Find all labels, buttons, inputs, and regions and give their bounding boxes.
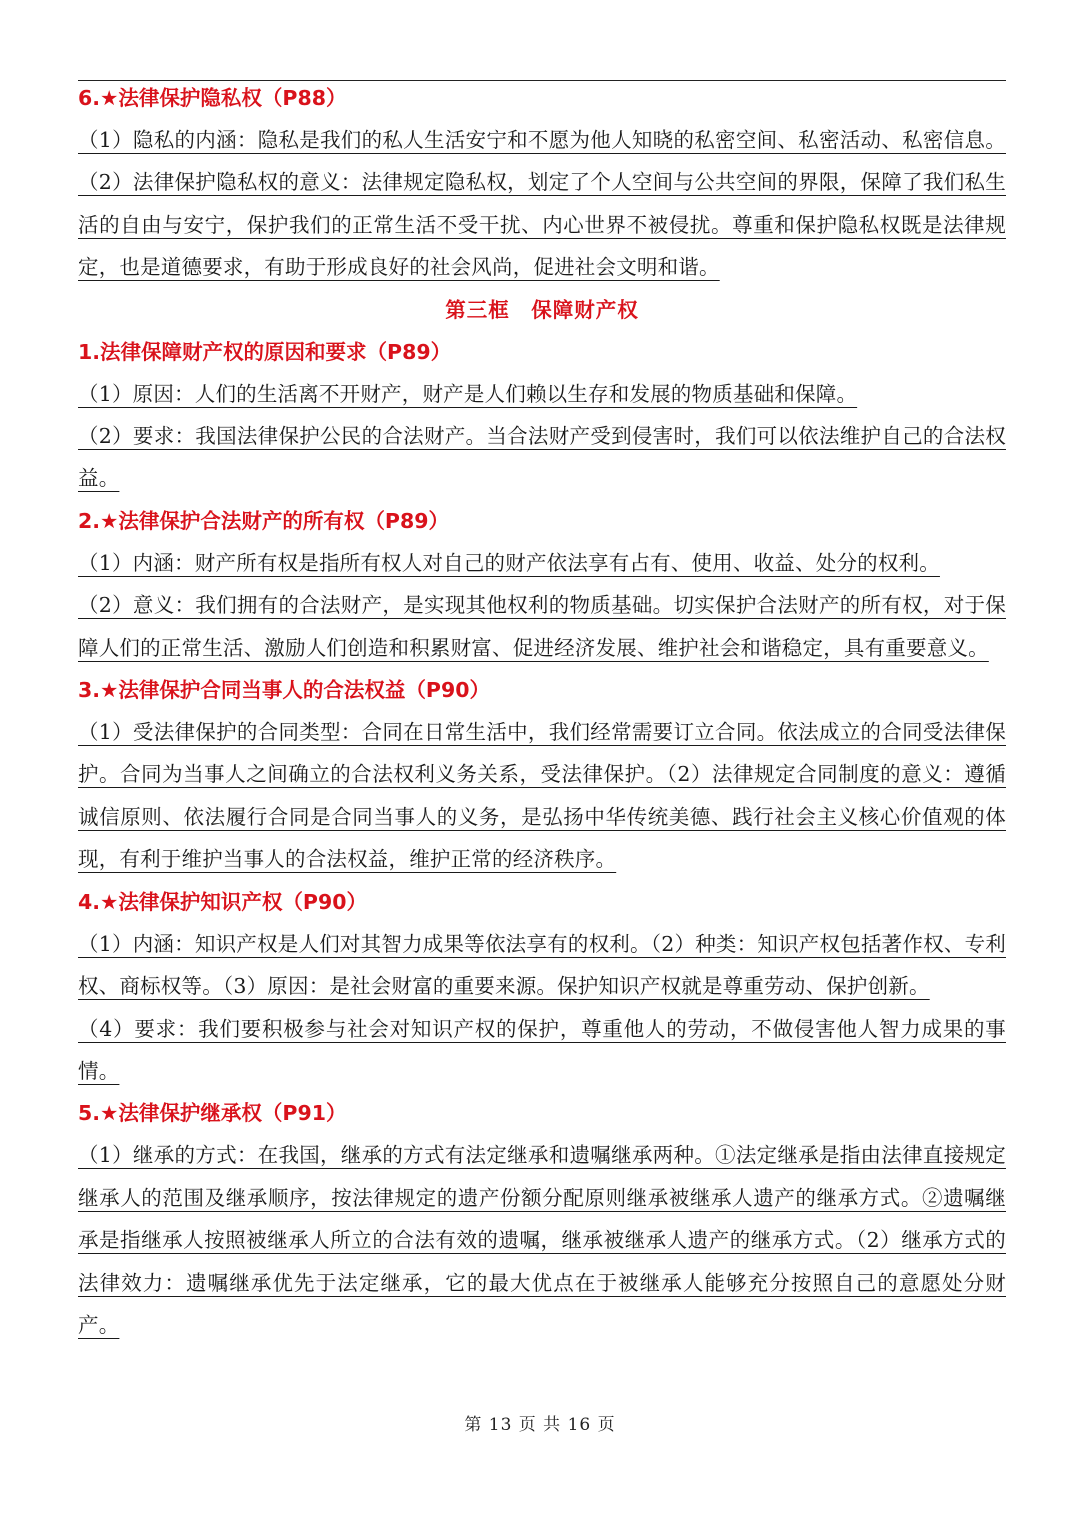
heading-privacy: 6.★法律保护隐私权（P88） (78, 86, 347, 110)
paragraph-text: （2）意义：我们拥有的合法财产，是实现其他权利的物质基础。切实保护合法财产的所有权，对于保障人们的正常生活、激励人们创造和积累财富、促进经济发展、维护社会和谐稳定，具有重要意义。 (78, 593, 1006, 660)
paragraph (78, 923, 1006, 1008)
paragraph (78, 119, 1006, 289)
paragraph-text: （1）内涵：知识产权是人们对其智力成果等依法享有的权利。（2）种类：知识产权包括著作权、专利权、商标权等。（3）原因：是社会财富的重要来源。保护知识产权就是尊重劳动、保护创新。 (78, 931, 1006, 999)
heading-ip: 4.★法律保护知识产权（P90） (78, 889, 367, 914)
paragraph-text: （1）隐私的内涵：隐私是我们的私人生活安宁和不愿为他人知晓的私密空间、私密活动、私密信息。（2）法律保护隐私权的意义：法律规定隐私权，划定了个人空间与公共空间的界限，保障了我们私生活的自由与安宁，保护我们的正常生活不受干扰、内心世界不被侵扰。尊重和保护隐私权既是法律规定，也是道德要求，有助于形成良好的社会风尚，促进社会文明和谐。 (78, 128, 1006, 280)
paragraph-text: （1）原因：人们的生活离不开财产，财产是人们赖以生存和发展的物质基础和保障。 (78, 381, 858, 406)
heading-ownership: 2.★法律保护合法财产的所有权（P89） (78, 508, 449, 533)
paragraph-text: （1）继承的方式：在我国，继承的方式有法定继承和遗嘱继承两种。①法定继承是指由法律直接规定继承人的范围及继承顺序，按法律规定的遗产份额分配原则继承被继承人遗产的继承方式。②遗嘱继承是指继承人按照被继承人所立的合法有效的遗嘱，继承被继承人遗产的继承方式。（2）继承方式的法律效力：遗嘱继承优先于法定继承，它的最大优点在于被继承人能够充分按照自己的意愿处分财产。 (78, 1143, 1006, 1337)
paragraph (78, 542, 1006, 584)
paragraph (78, 415, 1006, 500)
paragraph (78, 584, 1006, 669)
paragraph (78, 373, 1006, 415)
page-number-footer: 第 13 页 共 16 页 (464, 1415, 616, 1435)
heading-contract: 3.★法律保护合同当事人的合法权益（P90） (78, 678, 490, 703)
heading-inheritance: 5.★法律保护继承权（P91） (78, 1101, 347, 1126)
paragraph-text: （1）内涵：财产所有权是指所有权人对自己的财产依法享有占有、使用、收益、处分的权利。 (78, 550, 940, 575)
paragraph (78, 1134, 1006, 1346)
paragraph (78, 1008, 1006, 1093)
paragraph-text: （1）受法律保护的合同类型：合同在日常生活中，我们经常需要订立合同。依法成立的合同受法律保护。合同为当事人之间确立的合法权利义务关系，受法律保护。（2）法律规定合同制度的意义：遵循诚信原则、依法履行合同是合同当事人的义务，是弘扬中华传统美德、践行社会主义核心价值观的体现，有利于维护当事人的合法权益，维护正常的经济秩序。 (78, 720, 1006, 872)
heading-property-reasons: 1.法律保障财产权的原因和要求（P89） (78, 339, 452, 364)
page-content (78, 77, 1006, 1346)
paragraph-text: （2）要求：我国法律保护公民的合法财产。当合法财产受到侵害时，我们可以依法维护自己的合法权益。 (78, 424, 1006, 491)
section-title: 第三框 保障财产权 (445, 297, 639, 322)
paragraph (78, 711, 1006, 881)
paragraph-text: （4）要求：我们要积极参与社会对知识产权的保护，尊重他人的劳动，不做侵害他人智力成果的事情。 (78, 1016, 1006, 1083)
